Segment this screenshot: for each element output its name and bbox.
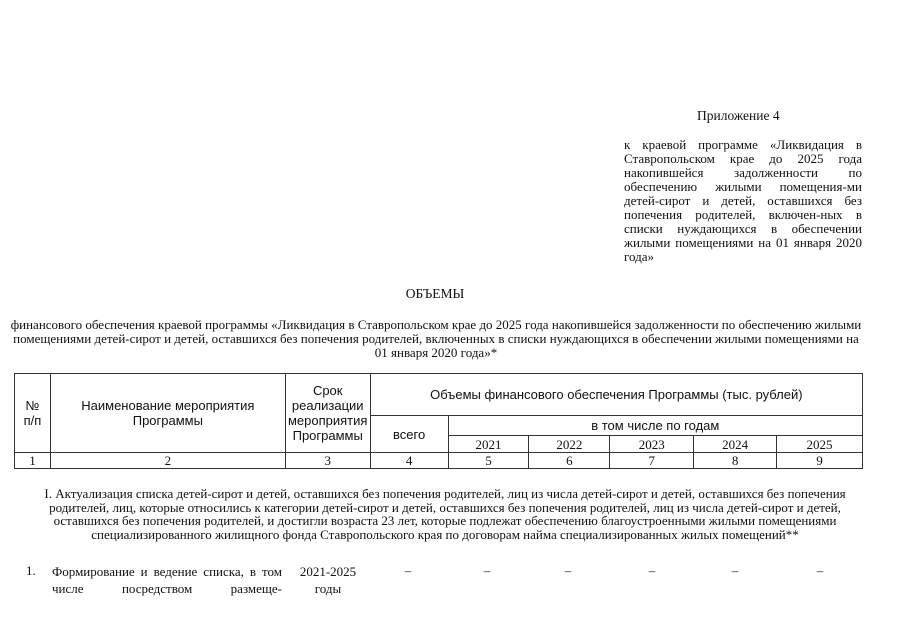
appendix-text: к краевой программе «Ликвидация в Ставропольском крае до 2025 года накопившейся задолженности по обеспечению жилыми помещения-ми детей-сирот и детей, оставшихся без попечения родителей, включен-ных в списки нуждающихся в обеспечении жилыми помещениями на 01 января 2020 года» [624,137,862,264]
column-number: 7 [610,453,694,469]
row-value-2025: – [816,563,824,578]
appendix-title: Приложение 4 [697,108,780,123]
year-cell: 2023 [610,436,694,453]
row-period: 2021-2025 годы [299,564,357,596]
header-volumes: Объемы финансового обеспечения Программы (тыс. рублей) [370,374,862,416]
column-number: 3 [285,453,370,469]
year-cell: 2022 [529,436,610,453]
row-value-2023: – [648,563,656,578]
document-subtitle: финансового обеспечения краевой программы «Ликвидация в Ставропольском крае до 2025 года накопившейся задолженности по обеспечению жилыми помещениями детей-сирот и детей, оставшихся без попечения родителей, включенных в списки нуждающихся в обеспечении жилыми помещениями на 01 января 2020 года»* [10,317,862,360]
row-value-2022: – [564,563,572,578]
row-value-2024: – [731,563,739,578]
column-number: 4 [370,453,448,469]
column-number: 6 [529,453,610,469]
header-total: всего [370,416,448,453]
column-number: 2 [50,453,285,469]
row-value-total: – [404,563,412,578]
section-title: I. Актуализация списка детей-сирот и детей, оставшихся без попечения родителей, лиц из числа детей-сирот и детей, оставшихся без попечения родителей, лиц, которые относились к категории детей-сирот и детей, оставшихся без попечения родителей, лиц из числа детей-сирот и детей, оставшихся без попечения родителей, и достигли возраста 23 лет, которые подлежат обеспечению благоустроенными жилыми помещениями специализированного жилищного фонда Ставропольского края по договорам найма специализированных жилых помещений** [44,486,846,542]
year-cell: 2025 [777,436,863,453]
document-title: ОБЪЕМЫ [405,286,465,301]
column-number: 9 [777,453,863,469]
financing-table [14,373,863,469]
header-name: Наименование мероприятия Программы [50,374,285,453]
column-number: 8 [694,453,777,469]
column-number: 1 [15,453,51,469]
row-value-2021: – [483,563,491,578]
year-cell: 2024 [694,436,777,453]
year-cell: 2021 [448,436,529,453]
row-number: 1. [26,563,36,578]
header-num: № п/п [15,374,51,453]
header-period: Срок реализации мероприятия Программы [285,374,370,453]
column-number: 5 [448,453,529,469]
header-by-years: в том числе по годам [448,416,862,436]
row-name: Формирование и ведение списка, в том числе посредством размеще- [52,564,282,596]
